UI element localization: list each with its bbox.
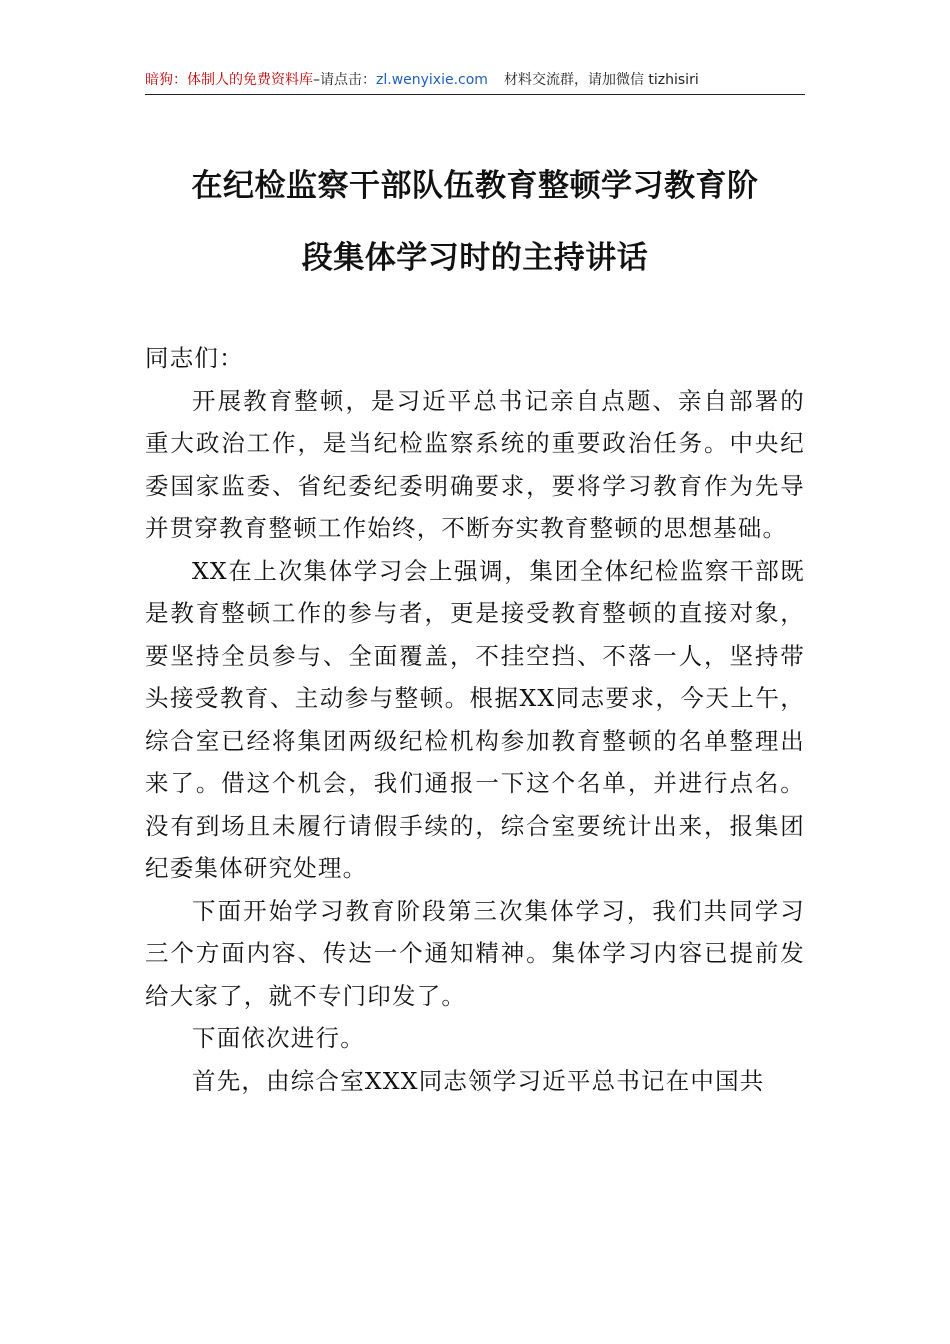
salutation: 同志们：	[145, 344, 244, 372]
header-group-info: 材料交流群，请加微信 tizhisiri	[503, 72, 699, 88]
paragraph-2: XX在上次集体学习会上强调，集团全体纪检监察干部既是教育整顿工作的参与者，更是接受教育整顿的直接对象，要坚持全员参与、全面覆盖，不挂空挡、不落一人，坚持带头接受教育、主动参与整顿。根据XX同志要求，今天上午，综合室已经将集团两级纪检机构参加教育整顿的名单整理出来了。借这个机会，我们通报一下这个名单，并进行点名。没有到场且未履行请假手续的，综合室要统计出来，报集团纪委集体研究处理。	[145, 556, 805, 882]
header-brand: 暗狗：体制人的免费资料库	[145, 72, 313, 88]
paragraph-4: 下面依次进行。	[192, 1024, 365, 1052]
paragraph-3: 下面开始学习教育阶段第三次集体学习，我们共同学习三个方面内容、传达一个通知精神。集体学习内容已提前发给大家了，就不专门印发了。	[145, 896, 805, 1010]
title-line-1: 在纪检监察干部队伍教育整顿学习教育阶	[191, 168, 759, 204]
document-body	[145, 337, 805, 1102]
paragraph-5: 首先，由综合室XXX同志领学习近平总书记在中国共	[192, 1066, 765, 1095]
page-header	[145, 70, 805, 95]
title-line-2: 段集体学习时的主持讲话	[301, 240, 649, 276]
paragraph-1: 开展教育整顿，是习近平总书记亲自点题、亲自部署的重大政治工作，是当纪检监察系统的重要政治任务。中央纪委国家监委、省纪委纪委明确要求，要将学习教育作为先导并贯穿教育整顿工作始终，不断夯实教育整顿的思想基础。	[145, 386, 805, 542]
document-title	[145, 150, 805, 294]
header-link[interactable]: zl.wenyixie.com	[376, 72, 488, 88]
header-click-prefix: –请点击：	[313, 72, 376, 88]
